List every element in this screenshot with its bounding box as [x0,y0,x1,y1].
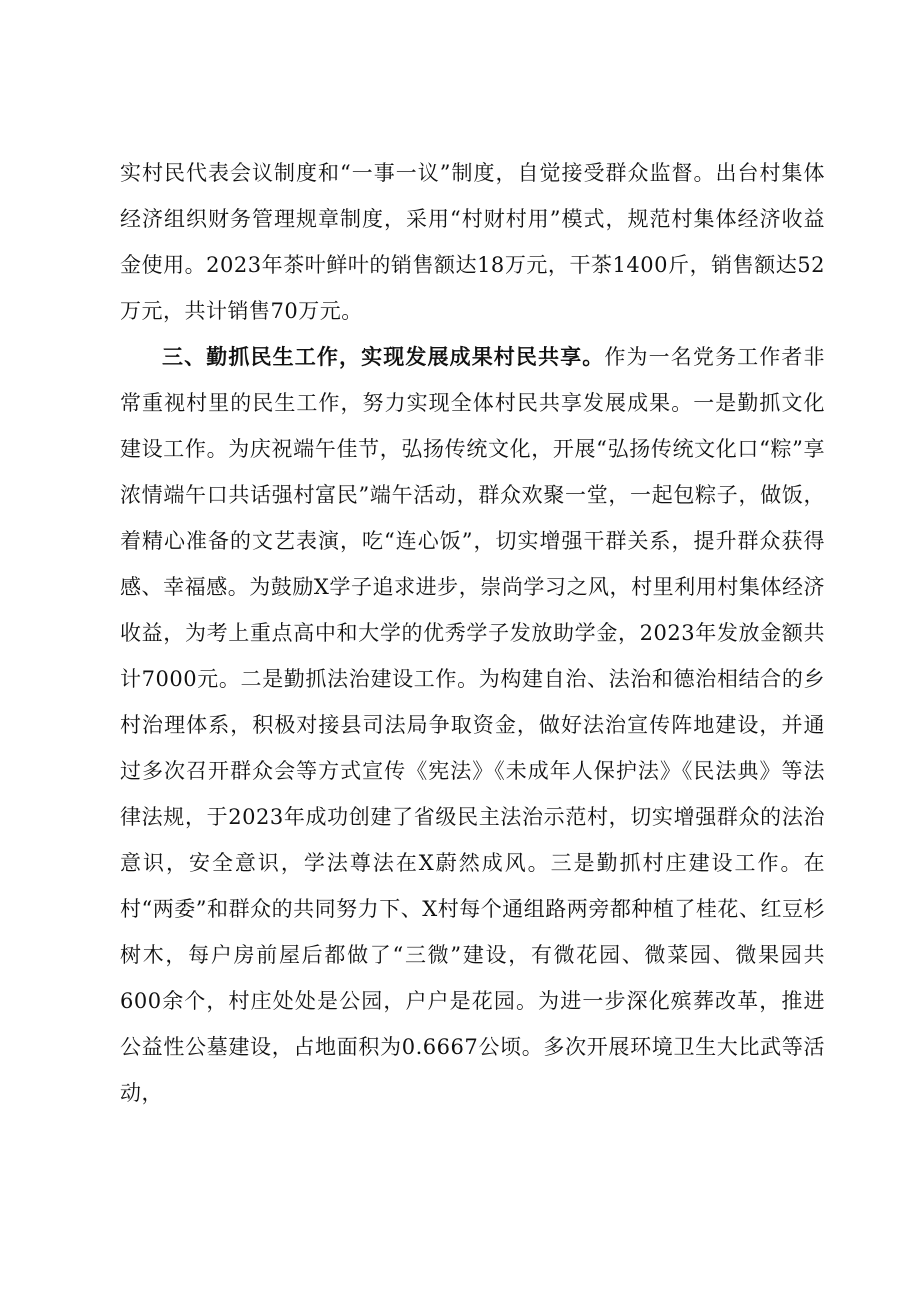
paragraph-2 [120,334,825,1116]
paragraph-2-text: 作为一名党务工作者非常重视村里的民生工作，努力实现全体村民共享发展成果。一是勤抓文化建设工作。为庆祝端午佳节，弘扬传统文化，开展“弘扬传统文化口“粽”享浓情端午口共话强村富民”端午活动，群众欢聚一堂，一起包粽子，做饭，着精心准备的文艺表演，吃“连心饭”，切实增强干群关系，提升群众获得感、幸福感。为鼓励X学子追求进步，崇尚学习之风，村里利用村集体经济收益，为考上重点高中和大学的优秀学子发放助学金，2023年发放金额共计7000元。二是勤抓法治建设工作。为构建自治、法治和德治相结合的乡村治理体系，积极对接县司法局争取资金，做好法治宣传阵地建设，并通过多次召开群众会等方式宣传《宪法》《未成年人保护法》《民法典》等法律法规，于2023年成功创建了省级民主法治示范村，切实增强群众的法治意识，安全意识，学法尊法在X蔚然成风。三是勤抓村庄建设工作。在村“两委”和群众的共同努力下、X村每个通组路两旁都种植了桂花、红豆杉树木，每户房前屋后都做了“三微”建设，有微花园、微菜园、微果园共600余个，村庄处处是公园，户户是花园。为进一步深化殡葬改革，推进公益性公墓建设，占地面积为0.6667公顷。多次开展环境卫生大比武等活动， [120,345,826,1105]
paragraph-1 [120,150,825,334]
section-heading: 三、勤抓民生工作，实现发展成果村民共享。 [162,345,605,369]
document-body [120,150,825,1116]
paragraph-1-text: 实村民代表会议制度和“一事一议”制度，自觉接受群众监督。出台村集体经济组织财务管理规章制度，采用“村财村用”模式，规范村集体经济收益金使用。2023年茶叶鲜叶的销售额达18万元，干茶1400斤，销售额达52万元，共计销售70万元。 [120,161,825,323]
